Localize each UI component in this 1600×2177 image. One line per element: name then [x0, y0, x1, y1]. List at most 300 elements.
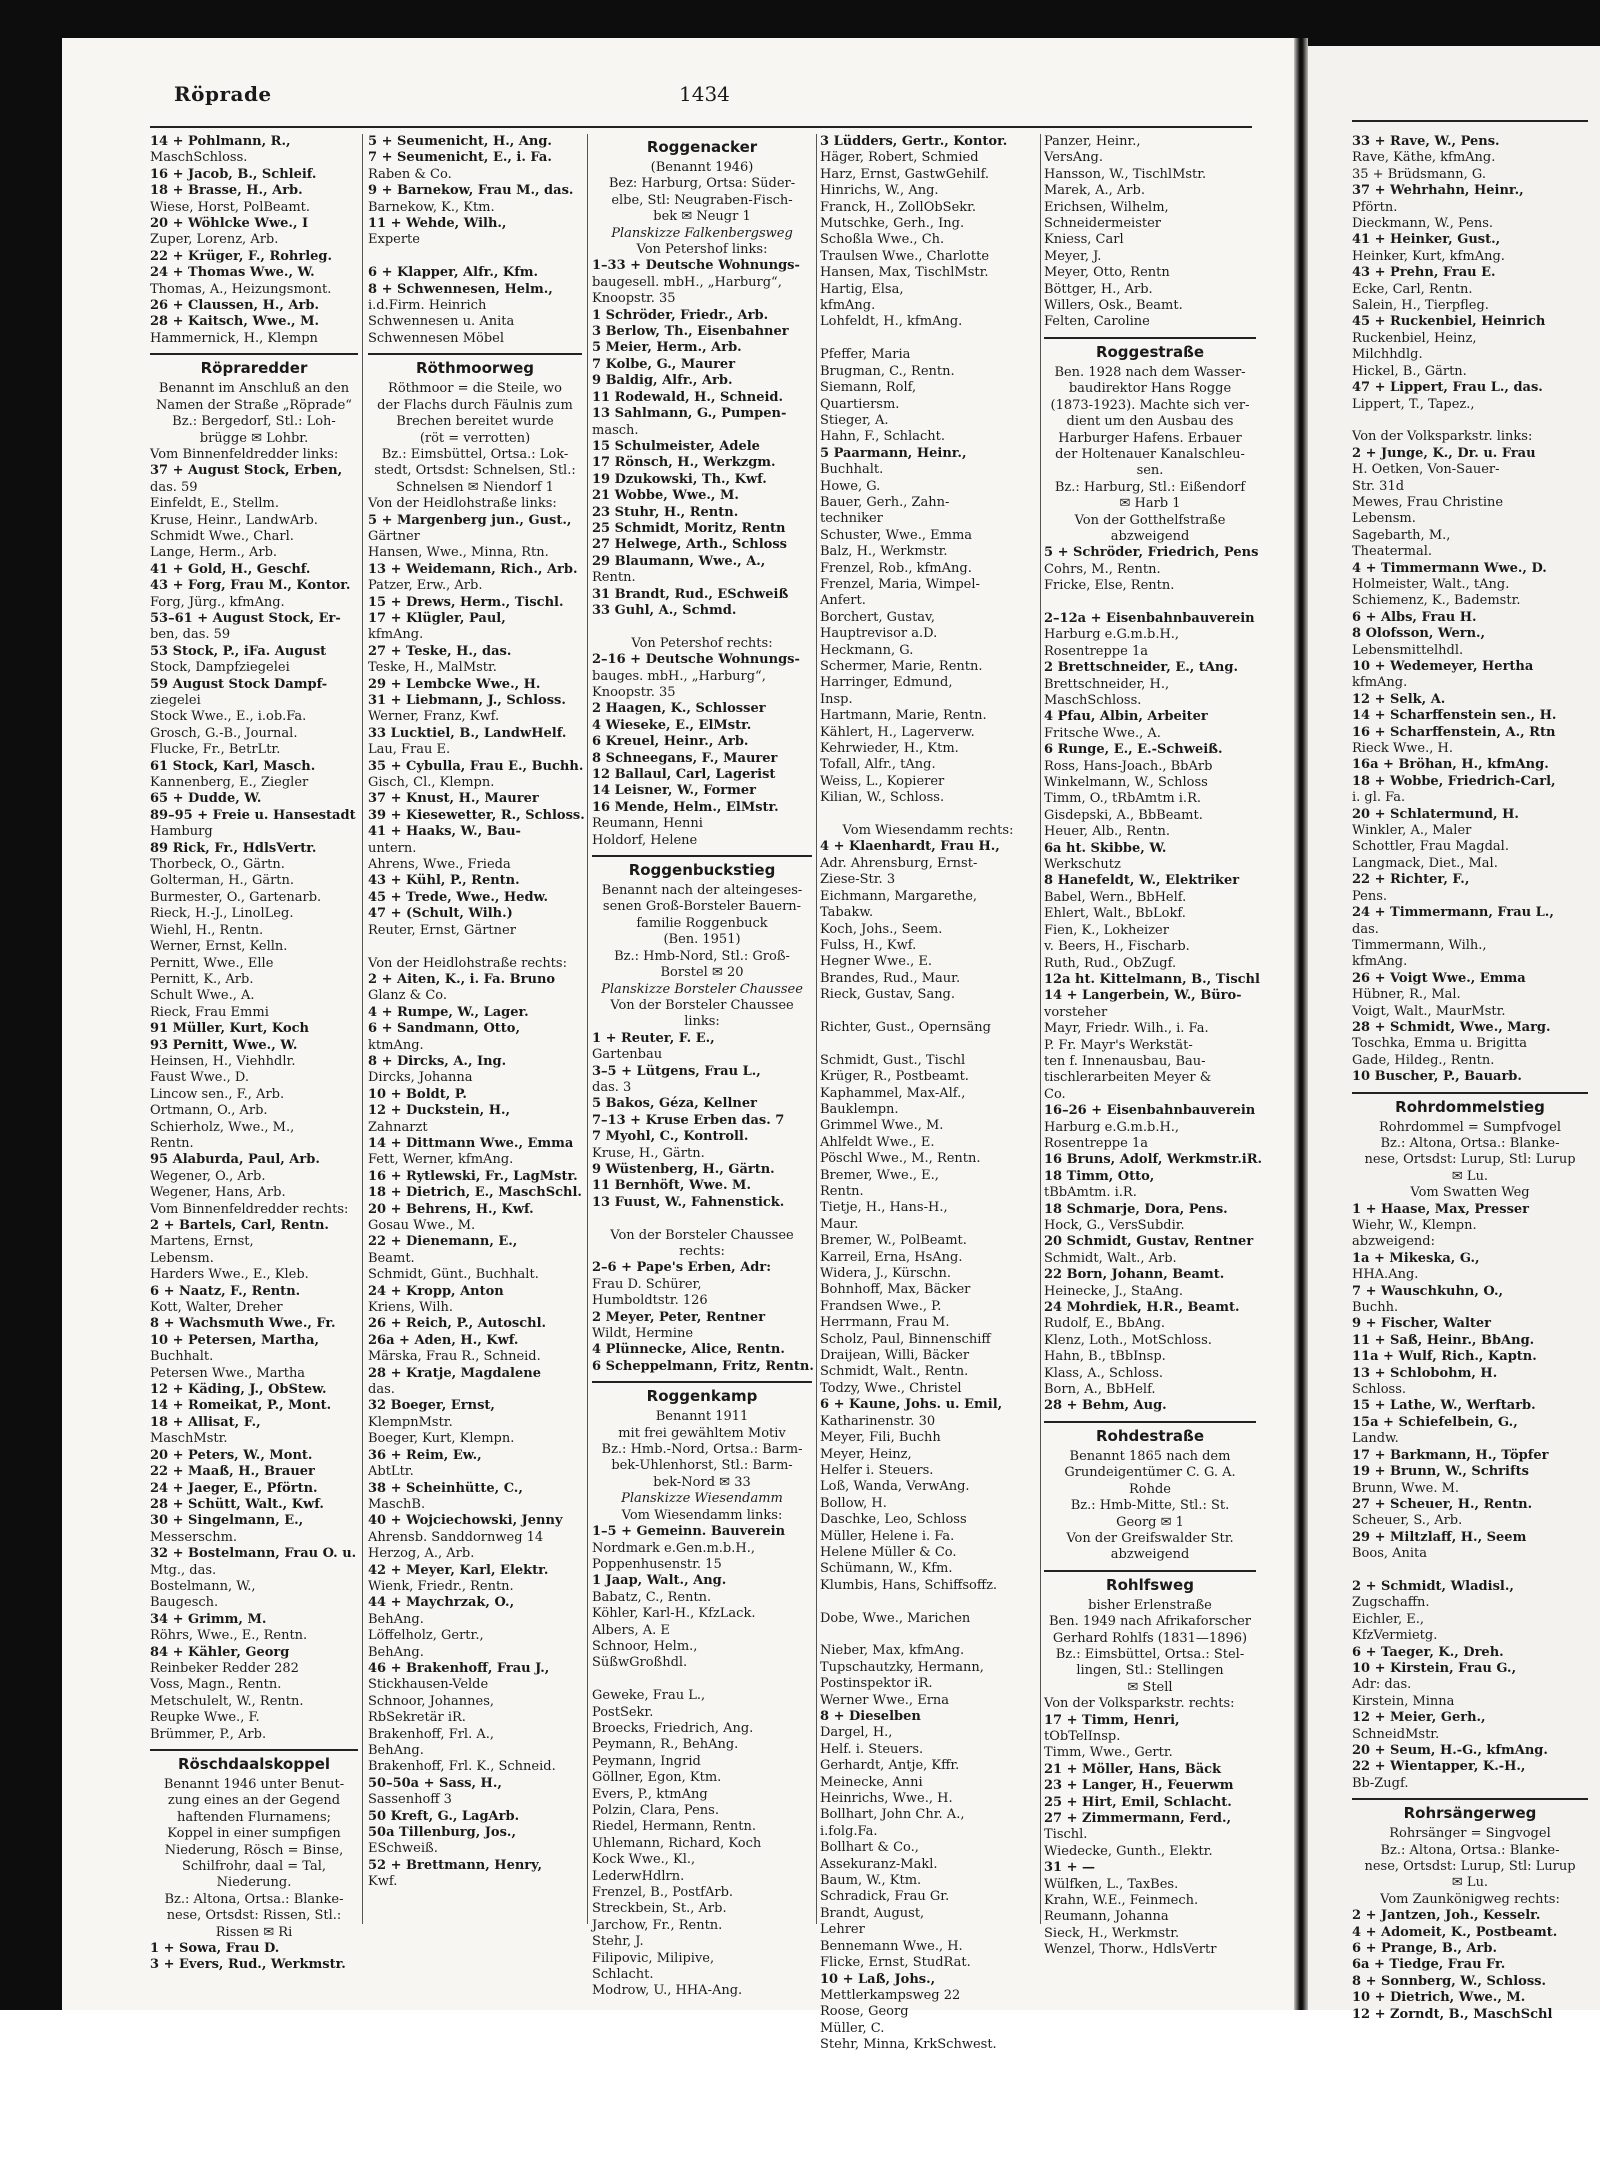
directory-entry: Brandes, Rud., Maur. [820, 970, 961, 986]
directory-entry: Brakenhoff, Frl. A., [368, 1726, 495, 1742]
directory-entry: das. [1352, 921, 1379, 937]
directory-entry: Nieber, Max, kfmAng. [820, 1643, 965, 1659]
directory-entry: 1 Schröder, Friedr., Arb. [592, 307, 769, 323]
directory-entry: 5 Meier, Herm., Arb. [592, 340, 742, 356]
directory-entry: Kriens, Wilh. [368, 1300, 454, 1316]
column-2 [368, 134, 585, 1924]
directory-entry: 27 + Scheuer, H., Rentn. [1352, 1496, 1533, 1512]
directory-entry: Pernitt, K., Arb. [150, 971, 254, 987]
directory-entry: Heinker, Kurt, kfmAng. [1352, 248, 1505, 264]
directory-entry: Scheuer, S., Arb. [1352, 1513, 1463, 1529]
directory-entry: 18 + Dietrich, E., MaschSchl. [368, 1185, 582, 1201]
directory-entry: 5 Bakos, Géza, Kellner [592, 1096, 757, 1112]
directory-entry: 12 + Selk, A. [1352, 691, 1446, 707]
directory-entry: Mettlerkampsweg 22 [820, 1987, 961, 2003]
column-3 [592, 134, 814, 1999]
directory-entry: Häger, Robert, Schmied [820, 150, 979, 166]
directory-entry: Weiss, L., Kopierer [820, 773, 945, 789]
directory-entry: Ziese-Str. 3 [820, 872, 896, 888]
directory-entry: Hartmann, Marie, Rentn. [820, 708, 987, 724]
directory-entry: 10 + Wedemeyer, Hertha [1352, 659, 1534, 674]
directory-entry: Burmester, O., Gartenarb. [150, 889, 322, 905]
directory-entry: 6 + Prange, B., Arb. [1352, 1941, 1498, 1957]
directory-entry: 20 Schmidt, Gustav, Rentner [1044, 1234, 1254, 1250]
directory-entry: Howe, G. [820, 478, 881, 494]
directory-entry: 22 + Krüger, F., Rohrleg. [150, 248, 333, 264]
directory-entry: abzweigend: [1352, 1234, 1435, 1250]
directory-entry: Heinsen, H., Viehhdlr. [150, 1053, 296, 1069]
directory-entry: Polzin, Clara, Pens. [592, 1803, 719, 1818]
directory-entry: bek-Uhlenhorst, Stl.: Barm- [611, 1458, 793, 1474]
directory-entry: Schoßla Wwe., Ch. [820, 232, 945, 248]
directory-entry: 12a ht. Kittelmann, B., Tischl [1044, 971, 1260, 987]
directory-entry: Müller, Helene i. Fa. [820, 1528, 955, 1544]
directory-entry: Heckmann, G. [820, 642, 914, 658]
directory-entry: Frenzel, Rob., kfmAng. [820, 560, 972, 576]
directory-entry: 7–13 + Kruse Erben das. 7 [592, 1112, 785, 1128]
directory-entry: Hahn, F., Schlacht. [820, 429, 945, 445]
street-heading: Roggenbuckstieg [592, 855, 812, 883]
directory-entry: Bz.: Bergedorf, Stl.: Loh- [172, 414, 336, 430]
directory-entry: Löffelholz, Gertr., [368, 1628, 484, 1644]
directory-entry: 29 + Miltzlaff, H., Seem [1352, 1529, 1527, 1545]
directory-entry: Tabakw. [820, 905, 874, 921]
directory-entry: Herrmann, Frau M. [820, 1315, 950, 1331]
directory-entry: Uhlemann, Richard, Koch [592, 1835, 762, 1851]
directory-entry: 17 + Barkmann, H., Töpfer [1352, 1447, 1549, 1463]
directory-entry: 46 + Brakenhoff, Frau J., [368, 1660, 550, 1676]
directory-entry: 20 + Wöhlcke Wwe., I [150, 216, 309, 232]
directory-entry: Bollhart & Co., [820, 1840, 919, 1856]
directory-entry: Babel, Wern., BbHelf. [1044, 889, 1187, 905]
directory-entry: 13 + Schlobohm, H. [1352, 1365, 1498, 1381]
directory-entry: masch. [592, 422, 639, 438]
directory-entry: 8 Olofsson, Wern., [1352, 626, 1486, 642]
directory-entry [1352, 413, 1588, 429]
directory-entry: Wenzel, Thorw., HdlsVertr [1044, 1942, 1217, 1958]
directory-entry: Filipovic, Milipive, [592, 1950, 715, 1966]
directory-entry: Harringer, Edmund, [820, 675, 953, 691]
directory-entry: Borchert, Gustav, [820, 609, 935, 625]
directory-entry: 22 + Dienemann, E., [368, 1234, 518, 1250]
directory-entry: Brettschneider, H., [1044, 676, 1170, 692]
directory-entry: Loß, Wanda, VerwAng. [820, 1479, 970, 1495]
directory-entry: Gerhard Rohlfs (1831—1896) [1052, 1630, 1248, 1646]
directory-entry: RbSekretär iR. [368, 1710, 466, 1726]
directory-entry: Kniess, Carl [1044, 232, 1124, 248]
directory-entry: 9 Wüstenberg, H., Gärtn. [592, 1161, 775, 1177]
directory-entry: Harburg e.G.m.b.H., [1044, 1119, 1180, 1135]
directory-entry: Wildt, Hermine [592, 1326, 694, 1342]
directory-entry: Namen der Straße „Röprade“ [156, 397, 352, 413]
directory-entry: bisher Erlenstraße [1088, 1597, 1212, 1613]
directory-entry: (Ben. 1951) [663, 932, 741, 948]
directory-entry: Dircks, Johanna [368, 1070, 473, 1086]
directory-entry: 25 Schmidt, Moritz, Rentn [592, 520, 786, 536]
directory-entry [592, 1672, 812, 1688]
directory-entry: Vom Swatten Weg [1410, 1185, 1530, 1201]
directory-entry: Vom Wiesendamm rechts: [842, 823, 1014, 839]
directory-entry: 13 + Weidemann, Rich., Arb. [368, 561, 578, 577]
directory-entry: v. Beers, H., Fischarb. [1044, 939, 1190, 955]
directory-entry: Fett, Werner, kfmAng. [368, 1152, 514, 1168]
directory-entry: 6 Scheppelmann, Fritz, Rentn. [592, 1358, 814, 1374]
directory-entry: Schlacht. [592, 1967, 654, 1983]
directory-entry: 2–12a + Eisenbahnbauverein [1044, 610, 1255, 626]
directory-entry: ten f. Innenausbau, Bau- [1044, 1053, 1206, 1069]
directory-entry: 14 Leisner, W., Former [592, 783, 757, 799]
directory-entry: mit frei gewähltem Motiv [618, 1425, 786, 1441]
directory-entry: 23 + Langer, H., Feuerwm [1044, 1778, 1234, 1794]
directory-entry: Bauer, Gerh., Zahn- [820, 494, 950, 510]
directory-entry: 24 + Jaeger, E., Pförtn. [150, 1480, 318, 1496]
directory-entry: Bz.: Altona, Ortsa.: Blanke- [1380, 1842, 1560, 1858]
directory-entry: Bollhart, John Chr. A., [820, 1807, 965, 1823]
directory-entry: Schwennesen Möbel [368, 330, 504, 346]
header-rule [150, 126, 1252, 128]
directory-entry: Rieck, H.-J., LinolLeg. [150, 906, 294, 922]
directory-entry: 38 + Scheinhütte, C., [368, 1480, 523, 1496]
directory-entry: Harburg e.G.m.b.H., [1044, 627, 1180, 643]
directory-entry: 37 + August Stock, Erben, [150, 463, 343, 479]
directory-entry: 1–5 + Gemeinn. Bauverein [592, 1524, 786, 1540]
directory-entry: Katharinenstr. 30 [820, 1413, 936, 1429]
directory-entry: Planskizze Borsteler Chaussee [601, 981, 803, 997]
directory-entry: Adr: das. [1352, 1677, 1412, 1693]
directory-entry: Ortmann, O., Arb. [150, 1103, 268, 1119]
directory-entry: Von der Heidlohstraße links: [368, 496, 557, 512]
directory-entry: 35 + Cybulla, Frau E., Buchh. [368, 758, 584, 774]
directory-entry: Tupschautzky, Hermann, [820, 1659, 984, 1675]
directory-entry: baugesell. mbH., „Harburg“, [592, 274, 782, 290]
directory-entry: Bb-Zugf. [1352, 1775, 1409, 1791]
directory-entry: Baugesch. [150, 1595, 219, 1611]
directory-entry: 52 + Brettmann, Henry, [368, 1857, 542, 1873]
directory-entry: 29 + Lembcke Wwe., H. [368, 676, 541, 692]
directory-entry: Baum, W., Ktm. [820, 1873, 922, 1889]
directory-entry: 34 + Grimm, M. [150, 1611, 267, 1627]
directory-entry: 2 + Schmidt, Wladisl., [1352, 1578, 1514, 1594]
street-heading: Roggenkamp [592, 1381, 812, 1409]
directory-entry: tObTelInsp. [1044, 1728, 1121, 1744]
directory-entry: 2 + Junge, K., Dr. u. Frau [1352, 445, 1536, 461]
directory-entry: Scholz, Paul, Binnenschiff [820, 1331, 991, 1347]
directory-entry: Von der Gotthelfstraße [1074, 512, 1226, 528]
directory-entry: Pförtn. [1352, 199, 1398, 215]
directory-entry: 6 Runge, E., E.-Schweiß. [1044, 742, 1223, 758]
directory-entry: Schierholz, Wwe., M., [150, 1119, 295, 1135]
directory-entry: Meyer, Otto, Rentn [1044, 265, 1170, 281]
directory-entry: Lebensm. [150, 1250, 214, 1266]
directory-entry: Harders Wwe., E., Kleb. [150, 1267, 309, 1283]
directory-entry: Hahn, B., tBbInsp. [1044, 1349, 1166, 1365]
directory-entry: Schermer, Marie, Rentn. [820, 659, 983, 674]
directory-entry: 43 + Prehn, Frau E. [1352, 265, 1496, 281]
directory-entry: Knoopstr. 35 [592, 291, 676, 307]
directory-entry: Reinbeker Redder 282 [150, 1660, 299, 1676]
directory-entry: Dieckmann, W., Pens. [1352, 216, 1494, 232]
directory-entry: Helfer i. Steuers. [820, 1462, 934, 1478]
directory-entry: familie Roggenbuck [636, 915, 768, 931]
street-heading: Rohdestraße [1044, 1421, 1256, 1449]
directory-entry: lingen, Stl.: Stellingen [1076, 1663, 1224, 1679]
directory-entry: 22 Born, Johann, Beamt. [1044, 1267, 1225, 1283]
directory-entry: Kott, Walter, Dreher [150, 1300, 283, 1316]
directory-entry: 10 + Dietrich, Wwe., M. [1352, 1990, 1526, 2006]
directory-entry: Jarchow, Fr., Rentn. [592, 1917, 723, 1933]
directory-entry: 19 Dzukowski, Th., Kwf. [592, 471, 767, 487]
directory-entry: 2 + Bartels, Carl, Rentn. [150, 1218, 329, 1233]
directory-entry: Evers, P., ktmAng [592, 1786, 708, 1802]
directory-entry: 16–26 + Eisenbahnbauverein [1044, 1103, 1256, 1119]
directory-entry: Langmack, Diet., Mal. [1352, 855, 1498, 871]
directory-entry: 22 + Maaß, H., Brauer [150, 1464, 315, 1480]
directory-entry: 65 + Dudde, W. [150, 791, 262, 807]
directory-entry: Bz.: Eimsbüttel, Ortsa.: Lok- [381, 446, 569, 462]
directory-entry: bek ✉ Neugr 1 [653, 209, 751, 225]
street-heading: Röthmoorweg [368, 353, 582, 381]
directory-entry: kfmAng. [820, 298, 876, 314]
directory-entry: Rosentreppe 1a [1044, 643, 1148, 659]
directory-entry: 2 Brettschneider, E., tAng. [1044, 660, 1238, 676]
directory-entry: 8 Hanefeldt, W., Elektriker [1044, 873, 1240, 889]
directory-entry: Schottler, Frau Magdal. [1352, 839, 1509, 855]
directory-entry: Babatz, C., Rentn. [592, 1589, 712, 1605]
street-heading: Röpraredder [150, 353, 358, 381]
directory-entry: 43 + Forg, Frau M., Kontor. [150, 578, 351, 594]
directory-entry: Kaphammel, Max-Alf., [820, 1085, 966, 1101]
directory-entry: Bauklempn. [820, 1101, 899, 1117]
directory-entry: Faust Wwe., D. [150, 1070, 249, 1086]
directory-entry: Nordmark e.Gen.m.b.H., [592, 1540, 755, 1556]
directory-entry: 50 Kreft, G., LagArb. [368, 1808, 520, 1824]
column-divider [362, 134, 363, 1924]
directory-entry: P. Fr. Mayr's Werkstät- [1044, 1037, 1193, 1053]
directory-entry: Schmidt, Günt., Buchhalt. [368, 1267, 539, 1283]
directory-entry: Zuper, Lorenz, Arb. [150, 232, 279, 248]
directory-entry: 11a + Wulf, Rich., Kaptn. [1352, 1349, 1537, 1365]
directory-entry: Werkschutz [1044, 857, 1121, 873]
directory-entry: Kwf. [368, 1874, 398, 1890]
directory-entry: VersAng. [1044, 150, 1103, 166]
directory-entry: 10 + Laß, Johs., [820, 1971, 936, 1987]
directory-entry: i.d.Firm. Heinrich [368, 298, 487, 314]
directory-entry [368, 249, 582, 265]
directory-entry: Einfeldt, E., Stellm. [150, 496, 279, 512]
directory-entry: 39 + Kiesewetter, R., Schloss. [368, 807, 585, 823]
directory-entry: Dobe, Wwe., Marichen [820, 1610, 971, 1626]
column-divider [1040, 134, 1041, 1924]
directory-entry: 27 Helwege, Arth., Schloss [592, 537, 787, 553]
directory-entry: 27 + Zimmermann, Ferd., [1044, 1811, 1232, 1826]
directory-entry: Modrow, U., HHA-Ang. [592, 1983, 743, 1999]
street-heading: Roggestraße [1044, 337, 1256, 365]
street-heading: Roggenacker [646, 138, 758, 156]
directory-entry: Barnekow, K., Ktm. [368, 199, 495, 215]
directory-entry: 2 + Jantzen, Joh., Kesselr. [1352, 1908, 1541, 1924]
directory-entry: Vom Wiesendamm links: [621, 1507, 783, 1523]
directory-entry: Planskizze Falkenbergsweg [611, 225, 793, 241]
directory-entry: Mtg., das. [150, 1562, 217, 1578]
directory-entry: Boos, Anita [1352, 1546, 1428, 1562]
directory-entry: Bez: Harburg, Ortsa: Süder- [608, 176, 796, 192]
directory-entry: Thomas, A., Heizungsmont. [150, 281, 332, 297]
directory-entry: nese, Ortsdst: Lurup, Stl: Lurup [1364, 1152, 1576, 1168]
directory-entry: Boeger, Kurt, Klempn. [368, 1431, 515, 1447]
directory-entry: Hammernick, H., Klempn [150, 330, 318, 346]
directory-entry: Bollow, H. [820, 1495, 887, 1511]
directory-entry: 2 + Aiten, K., i. Fa. Bruno [368, 971, 556, 987]
directory-entry: abzweigend [1110, 528, 1190, 544]
directory-entry: Siemann, Rolf, [820, 380, 917, 396]
directory-entry: Ross, Hans-Joach., BbArb [1044, 758, 1213, 774]
directory-entry: Pöschl Wwe., M., Rentn. [820, 1151, 981, 1167]
directory-entry: untern. [368, 840, 417, 856]
directory-entry: techniker [820, 511, 883, 527]
directory-entry: 10 Buscher, P., Bauarb. [1352, 1069, 1522, 1085]
directory-entry: Rieck, Frau Emmi [150, 1004, 269, 1020]
directory-entry: 6 + Albs, Frau H. [1352, 609, 1477, 625]
directory-entry: Broecks, Friedrich, Ang. [592, 1720, 754, 1736]
directory-entry: 4 Wieseke, E., ElMstr. [592, 717, 752, 733]
directory-entry: baudirektor Hans Rogge [1068, 381, 1232, 397]
directory-entry: Bz.: Harburg, Stl.: Eißendorf [1054, 479, 1246, 495]
directory-entry: 1 + Reuter, F. E., [592, 1030, 715, 1046]
directory-entry: Tofall, Alfr., tAng. [820, 757, 936, 773]
directory-entry: Brandt, August, [820, 1905, 925, 1921]
directory-entry: MaschMstr. [150, 1431, 228, 1447]
directory-entry: 26 + Reich, P., Autoschl. [368, 1316, 547, 1332]
directory-entry: Benannt 1946 unter Benut- [163, 1777, 345, 1792]
directory-entry: Bostelmann, W., [150, 1578, 256, 1594]
directory-entry: 20 + Peters, W., Mont. [150, 1447, 313, 1463]
directory-entry: Sieck, H., Werkmstr. [1044, 1925, 1180, 1941]
directory-entry: 8 + Sonnberg, W., Schloss. [1352, 1973, 1546, 1989]
directory-entry: Streckbein, St., Arb. [592, 1901, 727, 1917]
directory-entry: Adr. Ahrensburg, Ernst- [820, 855, 978, 871]
directory-entry: Bz.: Hmb-Nord, Stl.: Groß- [614, 948, 790, 964]
directory-entry: 32 Boeger, Ernst, [368, 1398, 495, 1414]
directory-entry: HHA.Ang. [1352, 1267, 1419, 1283]
directory-entry: 45 + Ruckenbiel, Heinrich [1352, 314, 1546, 330]
directory-entry: tischlerarbeiten Meyer & [1044, 1070, 1212, 1086]
directory-entry: Zugschaffn. [1352, 1595, 1430, 1611]
directory-entry: Born, A., BbHelf. [1044, 1382, 1156, 1398]
directory-entry: Heinrichs, Wwe., H. [820, 1791, 953, 1807]
directory-entry: Ecke, Carl, Rentn. [1352, 281, 1473, 297]
directory-entry: Pfeffer, Maria [820, 347, 911, 363]
directory-entry: 16a + Bröhan, H., kfmAng. [1352, 757, 1549, 773]
directory-entry: Richter, Gust., Opernsäng [820, 1019, 991, 1035]
directory-entry: 41 + Gold, H., Geschf. [150, 561, 311, 577]
street-heading: Rohlfsweg [1044, 1570, 1256, 1598]
directory-entry: Bennemann Wwe., H. [820, 1938, 963, 1954]
directory-entry: 13 Sahlmann, G., Pumpen- [592, 406, 787, 422]
directory-entry: Grosch, G.-B., Journal. [150, 725, 298, 741]
directory-entry: Von der Heidlohstraße rechts: [368, 955, 567, 971]
directory-entry: Stock, Dampfziegelei [150, 660, 290, 676]
directory-entry: 89–95 + Freie u. Hansestadt [150, 807, 356, 823]
directory-entry: 6 + Sandmann, Otto, [368, 1021, 521, 1037]
directory-entry: 12 + Duckstein, H., [368, 1103, 511, 1119]
directory-entry: ✉ Stell [1127, 1679, 1173, 1695]
directory-entry: Bremer, Wwe., E., [820, 1167, 939, 1183]
directory-entry: SchneidMstr. [1352, 1726, 1440, 1742]
directory-entry: Schmidt, Gust., Tischl [820, 1052, 966, 1068]
directory-entry: 4 Plünnecke, Alice, Rentn. [592, 1342, 785, 1358]
directory-entry: Ruckenbiel, Heinz, [1352, 330, 1477, 346]
directory-entry [820, 1627, 1036, 1643]
directory-entry: Hansson, W., TischlMstr. [1044, 166, 1207, 182]
directory-entry: 21 + Möller, Hans, Bäck [1044, 1761, 1222, 1777]
directory-entry: Niederung, Rösch = Binse, [164, 1842, 344, 1858]
directory-entry: Kock Wwe., Kl., [592, 1852, 696, 1868]
directory-entry: 12 + Meier, Gerh., [1352, 1710, 1486, 1726]
book-gutter [1294, 38, 1308, 2010]
directory-entry: Bremer, W., PolBeamt. [820, 1233, 967, 1249]
directory-entry: Gosau Wwe., M. [368, 1218, 476, 1233]
directory-entry: 4 Pfau, Albin, Arbeiter [1044, 709, 1208, 725]
directory-entry: Gartenbau [592, 1047, 663, 1063]
directory-entry: Ahlfeldt Wwe., E. [820, 1134, 935, 1150]
directory-entry: Niederung. [216, 1875, 292, 1891]
directory-entry: Meyer, Heinz, [820, 1446, 912, 1462]
directory-entry: Rentn. [820, 1184, 864, 1199]
directory-entry: Roose, Georg [820, 2004, 909, 2020]
running-head-street: Röprade [174, 82, 272, 106]
directory-entry: Riedel, Hermann, Rentn. [592, 1819, 756, 1835]
directory-entry: Werner, Franz, Kwf. [368, 709, 500, 725]
directory-entry: 17 Rönsch, H., Werkzgm. [592, 455, 776, 471]
directory-entry: KfzVermietg. [1352, 1628, 1438, 1644]
directory-entry: 15 + Lathe, W., Werftarb. [1352, 1398, 1536, 1414]
directory-entry: ziegelei [150, 693, 201, 708]
directory-entry: 5 + Schröder, Friedrich, Pens [1044, 545, 1259, 561]
column-1 [150, 134, 358, 1973]
directory-entry: Traulsen Wwe., Charlotte [820, 248, 990, 264]
directory-entry: 16 + Rytlewski, Fr., LagMstr. [368, 1168, 578, 1184]
directory-entry: Grundeigentümer C. G. A. [1064, 1465, 1236, 1481]
directory-entry: Str. 31d [1352, 478, 1405, 494]
directory-entry: Kilian, W., Schloss. [820, 790, 945, 806]
directory-entry: Metschulelt, W., Rentn. [150, 1693, 304, 1709]
directory-entry: ✉ Lu. [1451, 1168, 1489, 1184]
directory-entry: Daschke, Leo, Schloss [820, 1512, 967, 1528]
directory-entry: 9 Baldig, Alfr., Arb. [592, 373, 733, 389]
directory-entry: 3 Berlow, Th., Eisenbahner [592, 324, 789, 340]
page-number: 1434 [679, 82, 730, 106]
directory-entry: Hartig, Elsa, [820, 281, 904, 297]
directory-entry: Gisch, Cl., Klempn. [368, 775, 495, 791]
directory-entry: 11 Rodewald, H., Schneid. [592, 389, 784, 405]
directory-entry: 7 + Wauschkuhn, O., [1352, 1283, 1504, 1299]
street-heading: Röschdaalskoppel [150, 1749, 358, 1777]
directory-entry: ESchweiß. [368, 1841, 438, 1857]
directory-entry: BehAng. [368, 1611, 424, 1627]
directory-entry: Gade, Hildeg., Rentn. [1352, 1052, 1495, 1068]
directory-entry: 9 + Fischer, Walter [1352, 1316, 1492, 1332]
directory-entry: Karreil, Erna, HsAng. [820, 1249, 963, 1265]
directory-entry: Benannt im Anschluß an den [158, 381, 350, 397]
directory-entry: Milchhdlg. [1352, 347, 1423, 363]
directory-entry: Rohde [1128, 1481, 1171, 1497]
directory-entry: Fritsche Wwe., A. [1044, 725, 1161, 741]
directory-entry: 24 + Thomas Wwe., W. [150, 265, 315, 281]
directory-entry: 84 + Kähler, Georg [150, 1644, 290, 1660]
directory-entry: 16 Mende, Helm., ElMstr. [592, 799, 779, 815]
directory-entry: Werner Wwe., Erna [820, 1692, 950, 1708]
directory-entry: Bohnhoff, Max, Bäcker [820, 1282, 971, 1298]
